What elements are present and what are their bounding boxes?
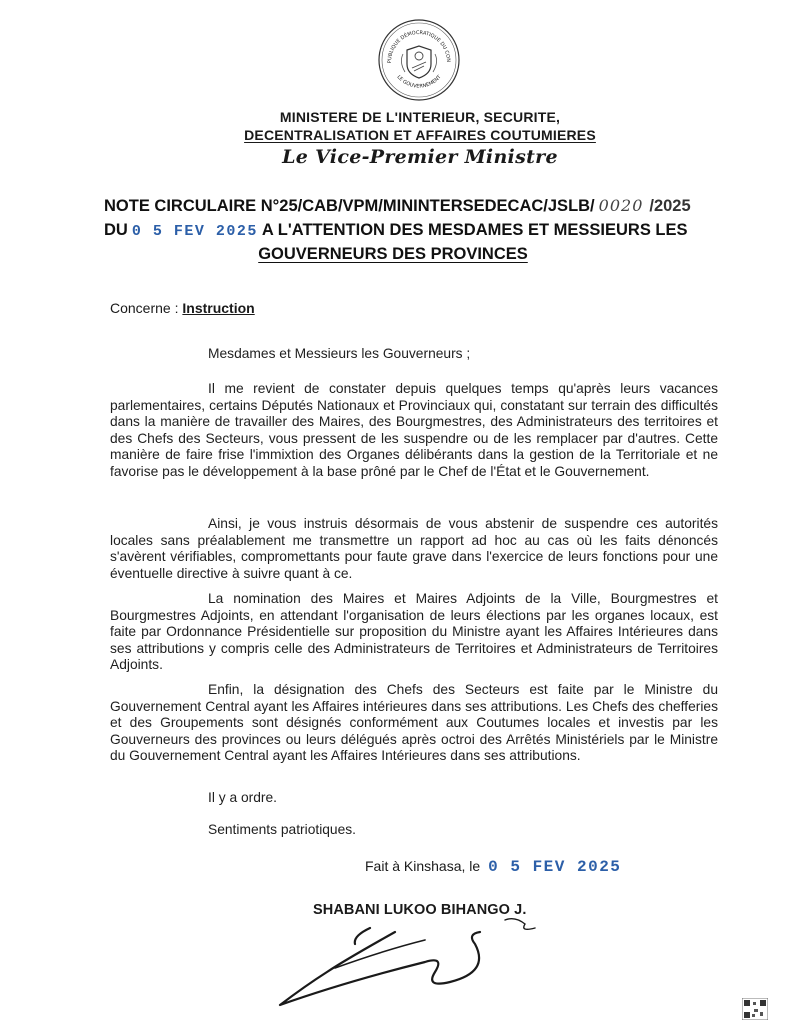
subject-label: Concerne : — [110, 300, 179, 316]
svg-text:LE GOUVERNEMENT: LE GOUVERNEMENT — [395, 74, 443, 90]
signatory-name: SHABANI LUKOO BIHANGO J. — [313, 902, 527, 918]
recipients-line: GOUVERNEURS DES PROVINCES — [258, 245, 528, 263]
closing-sentiments: Sentiments patriotiques. — [208, 822, 357, 837]
paragraph-2: Ainsi, je vous instruis désormais de vous abstenir de suspendre ces autorités locales sans préalablement me transmettre un rapport ad hoc au cas où les faits dénoncés s'avèrent vérifiables, compromettants pour faute grave dans l'exercice de leurs fonctions pour une éventuelle directive à suivre quant à ce. — [110, 516, 718, 581]
svg-text:RÉPUBLIQUE DÉMOCRATIQUE DU CON: PUBLIQUE DÉMOCRATIQUE DU CON — [386, 29, 452, 64]
circular-reference — [104, 195, 691, 217]
salutation: Mesdames et Messieurs les Gouverneurs ; — [208, 346, 471, 361]
paragraph-1: Il me revient de constater depuis quelques temps qu'après leurs vacances parlementaires, certains Députés Nationaux et Provinciaux qui, constatant sur terrain des difficultés dans la manière de travailler des Maires, des Bourgmestres, des Administrateurs des territoires et des Chefs des Secteurs, vous pressent de les suspendre ou de les remplacer par d'autres. Cette manière de faire frise l'immixtion des Organes délibérants dans la gestion de la Territoriale et ne favorise pas le développement à la base prôné par le Chef de l'État et le Gouvernement. — [110, 381, 718, 479]
signature-scribble — [275, 910, 575, 1015]
vice-premier-title: Le Vice-Premier Ministre — [282, 146, 558, 168]
government-seal — [377, 18, 461, 102]
seal-emblem-icon — [377, 18, 461, 102]
reference-year: /2025 — [649, 197, 691, 215]
place-label: Fait à Kinshasa, le — [365, 858, 481, 874]
place-and-date — [365, 856, 625, 877]
order-line: Il y a ordre. — [208, 790, 278, 805]
closing-date-stamp: 0 5 FEV 2025 — [488, 858, 622, 876]
paragraph-3: La nomination des Maires et Maires Adjoints de la Ville, Bourgmestres et Bourgmestres Adjoints, en attendant l'organisation de leurs élections par les organes locaux, est faite par Ordonnance Présidentielle sur proposition du Ministre ayant les Affaires Intérieures dans ses attributions y compris celle des Administrateurs de Territoires et Administrateurs de Territoires Adjoints. — [110, 591, 718, 672]
reference-prefix: NOTE CIRCULAIRE N°25/CAB/VPM/MININTERSEDECAC/JSLB/ — [104, 197, 595, 215]
date-stamp: 0 5 FEV 2025 — [131, 223, 258, 240]
qr-code-icon — [742, 998, 768, 1020]
handwritten-number: 0020 — [598, 196, 644, 215]
attention-line: A L'ATTENTION DES MESDAMES ET MESSIEURS LES — [261, 221, 688, 239]
ministry-name-line2: DECENTRALISATION ET AFFAIRES COUTUMIERES — [244, 127, 596, 143]
paragraph-4: Enfin, la désignation des Chefs des Secteurs est faite par le Ministre du Gouvernement Central ayant les Affaires intérieures dans ses attributions. Les Chefs des chefferies et des Groupements sont désignés conformément aux Coutumes locales et investis par les Gouverneurs des provinces ou leurs délégués après octroi des Arrêtés Ministériels par le Ministre du Gouvernement Central ayant les Affaires Intérieures dans ses attributions. — [110, 682, 718, 763]
du-label: DU — [104, 221, 128, 239]
ministry-name-line1: MINISTERE DE L'INTERIEUR, SECURITE, — [279, 109, 561, 125]
circular-date-line — [104, 219, 688, 243]
subject-line — [110, 299, 255, 317]
subject-value: Instruction — [182, 300, 255, 316]
